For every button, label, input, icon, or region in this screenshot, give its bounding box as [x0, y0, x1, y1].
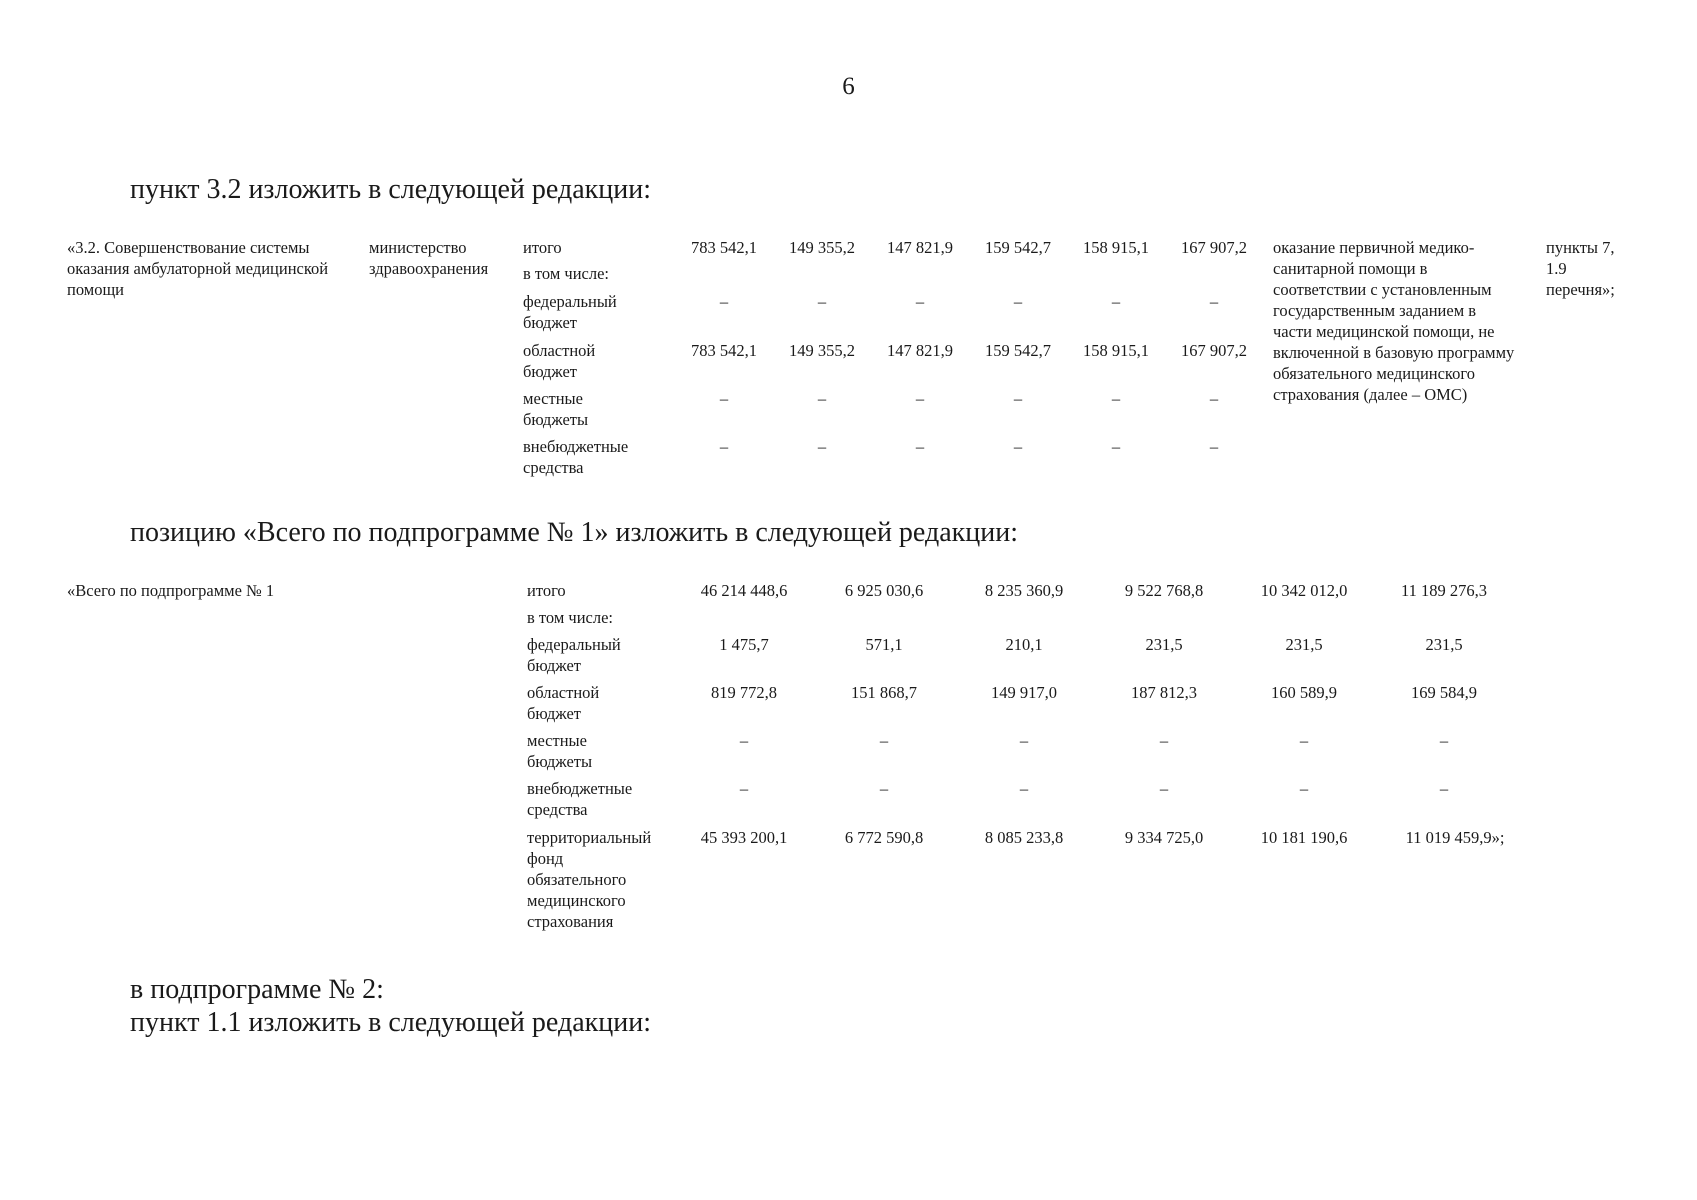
value-cell: 783 542,1	[691, 341, 757, 360]
row-label-extrabudget: внебюджетные средства	[527, 779, 633, 819]
value-cell: –	[1111, 389, 1121, 408]
heading-item-1-1: пункт 1.1 изложить в следующей редакции:	[130, 1007, 651, 1038]
value-cell: –	[739, 731, 749, 750]
table-3-2-executor: министерство здравоохранения	[369, 238, 489, 278]
value-cell: 11 189 276,3	[1400, 581, 1487, 600]
value-cell: –	[1159, 779, 1169, 798]
value-cell: 167 907,2	[1181, 238, 1247, 257]
value-cell: 10 342 012,0	[1260, 581, 1348, 600]
value-cell: –	[879, 731, 889, 750]
value-cell: 11 019 459,9»;	[1405, 828, 1505, 847]
value-cell: 819 772,8	[711, 683, 777, 702]
value-cell: –	[1209, 292, 1219, 311]
value-cell: –	[1019, 731, 1029, 750]
value-cell: 147 821,9	[887, 341, 953, 360]
value-cell: –	[1439, 779, 1449, 798]
value-cell: 169 584,9	[1411, 683, 1477, 702]
table-3-2-result: оказание первичной медико-санитарной помощи в соответствии с установленным государственным заданием в части медицинской помощи, не включенной в базовую программу обязательного медицинского страхования (далее – ОМС)	[1273, 238, 1515, 404]
value-cell: 231,5	[1285, 635, 1323, 654]
value-cell: 149 917,0	[991, 683, 1057, 702]
row-label-regional: областной бюджет	[523, 341, 596, 381]
value-cell: –	[1019, 779, 1029, 798]
value-cell: 45 393 200,1	[700, 828, 788, 847]
table-total-name: «Всего по подпрограмме № 1	[67, 581, 275, 600]
value-cell: –	[739, 779, 749, 798]
value-cell: –	[1159, 731, 1169, 750]
value-cell: –	[719, 437, 729, 456]
value-cell: –	[1013, 292, 1023, 311]
row-label-federal: федеральный бюджет	[527, 635, 621, 675]
value-cell: –	[915, 437, 925, 456]
value-cell: 8 235 360,9	[984, 581, 1064, 600]
value-cell: 210,1	[1005, 635, 1043, 654]
value-cell: 159 542,7	[985, 341, 1051, 360]
value-cell: –	[817, 437, 827, 456]
value-cell: 46 214 448,6	[700, 581, 788, 600]
value-cell: 1 475,7	[719, 635, 769, 654]
value-cell: 187 812,3	[1131, 683, 1197, 702]
value-cell: 783 542,1	[691, 238, 757, 257]
value-cell: 158 915,1	[1083, 341, 1149, 360]
value-cell: 571,1	[865, 635, 903, 654]
value-cell: –	[1299, 731, 1309, 750]
row-label-extrabudget: внебюджетные средства	[523, 437, 629, 477]
value-cell: 149 355,2	[789, 238, 855, 257]
value-cell: –	[915, 389, 925, 408]
value-cell: –	[879, 779, 889, 798]
value-cell: –	[1299, 779, 1309, 798]
value-cell: 231,5	[1425, 635, 1463, 654]
table-3-2-reference: пункты 7, 1.9 перечня»;	[1546, 238, 1615, 299]
value-cell: 158 915,1	[1083, 238, 1149, 257]
value-cell: 151 868,7	[851, 683, 917, 702]
row-label-local: местные бюджеты	[523, 389, 589, 429]
value-cell: 8 085 233,8	[984, 828, 1064, 847]
value-cell: –	[1111, 437, 1121, 456]
heading-total-subprogram-1: позицию «Всего по подпрограмме № 1» изложить в следующей редакции:	[130, 517, 1019, 548]
row-label-federal: федеральный бюджет	[523, 292, 617, 332]
value-cell: 9 334 725,0	[1124, 828, 1204, 847]
value-cell: –	[1013, 437, 1023, 456]
row-label-local: местные бюджеты	[527, 731, 593, 771]
value-cell: 149 355,2	[789, 341, 855, 360]
value-cell: 231,5	[1145, 635, 1183, 654]
value-cell: 6 925 030,6	[844, 581, 924, 600]
table-3-2-name: «3.2. Совершенствование системы оказания амбулаторной медицинской помощи	[67, 238, 329, 299]
value-cell: 147 821,9	[887, 238, 953, 257]
value-cell: –	[1111, 292, 1121, 311]
value-cell: –	[719, 389, 729, 408]
value-cell: 9 522 768,8	[1124, 581, 1204, 600]
heading-item-3-2: пункт 3.2 изложить в следующей редакции:	[130, 174, 651, 205]
value-cell: 10 181 190,6	[1260, 828, 1348, 847]
value-cell: –	[719, 292, 729, 311]
value-cell: –	[817, 389, 827, 408]
row-label-including: в том числе:	[527, 608, 614, 627]
value-cell: –	[817, 292, 827, 311]
value-cell: 6 772 590,8	[844, 828, 924, 847]
row-label-total: итого	[527, 581, 566, 600]
row-label-oms-fund: территориальный фонд обязательного медицинского страхования	[527, 828, 652, 931]
value-cell: –	[915, 292, 925, 311]
row-label-regional: областной бюджет	[527, 683, 600, 723]
value-cell: 167 907,2	[1181, 341, 1247, 360]
value-cell: –	[1013, 389, 1023, 408]
row-label-including: в том числе:	[523, 264, 610, 283]
page-number: 6	[842, 73, 855, 100]
heading-subprogram-2: в подпрограмме № 2:	[130, 974, 384, 1005]
row-label-total: итого	[523, 238, 562, 257]
value-cell: –	[1439, 731, 1449, 750]
value-cell: 160 589,9	[1271, 683, 1337, 702]
value-cell: –	[1209, 437, 1219, 456]
value-cell: 159 542,7	[985, 238, 1051, 257]
value-cell: –	[1209, 389, 1219, 408]
